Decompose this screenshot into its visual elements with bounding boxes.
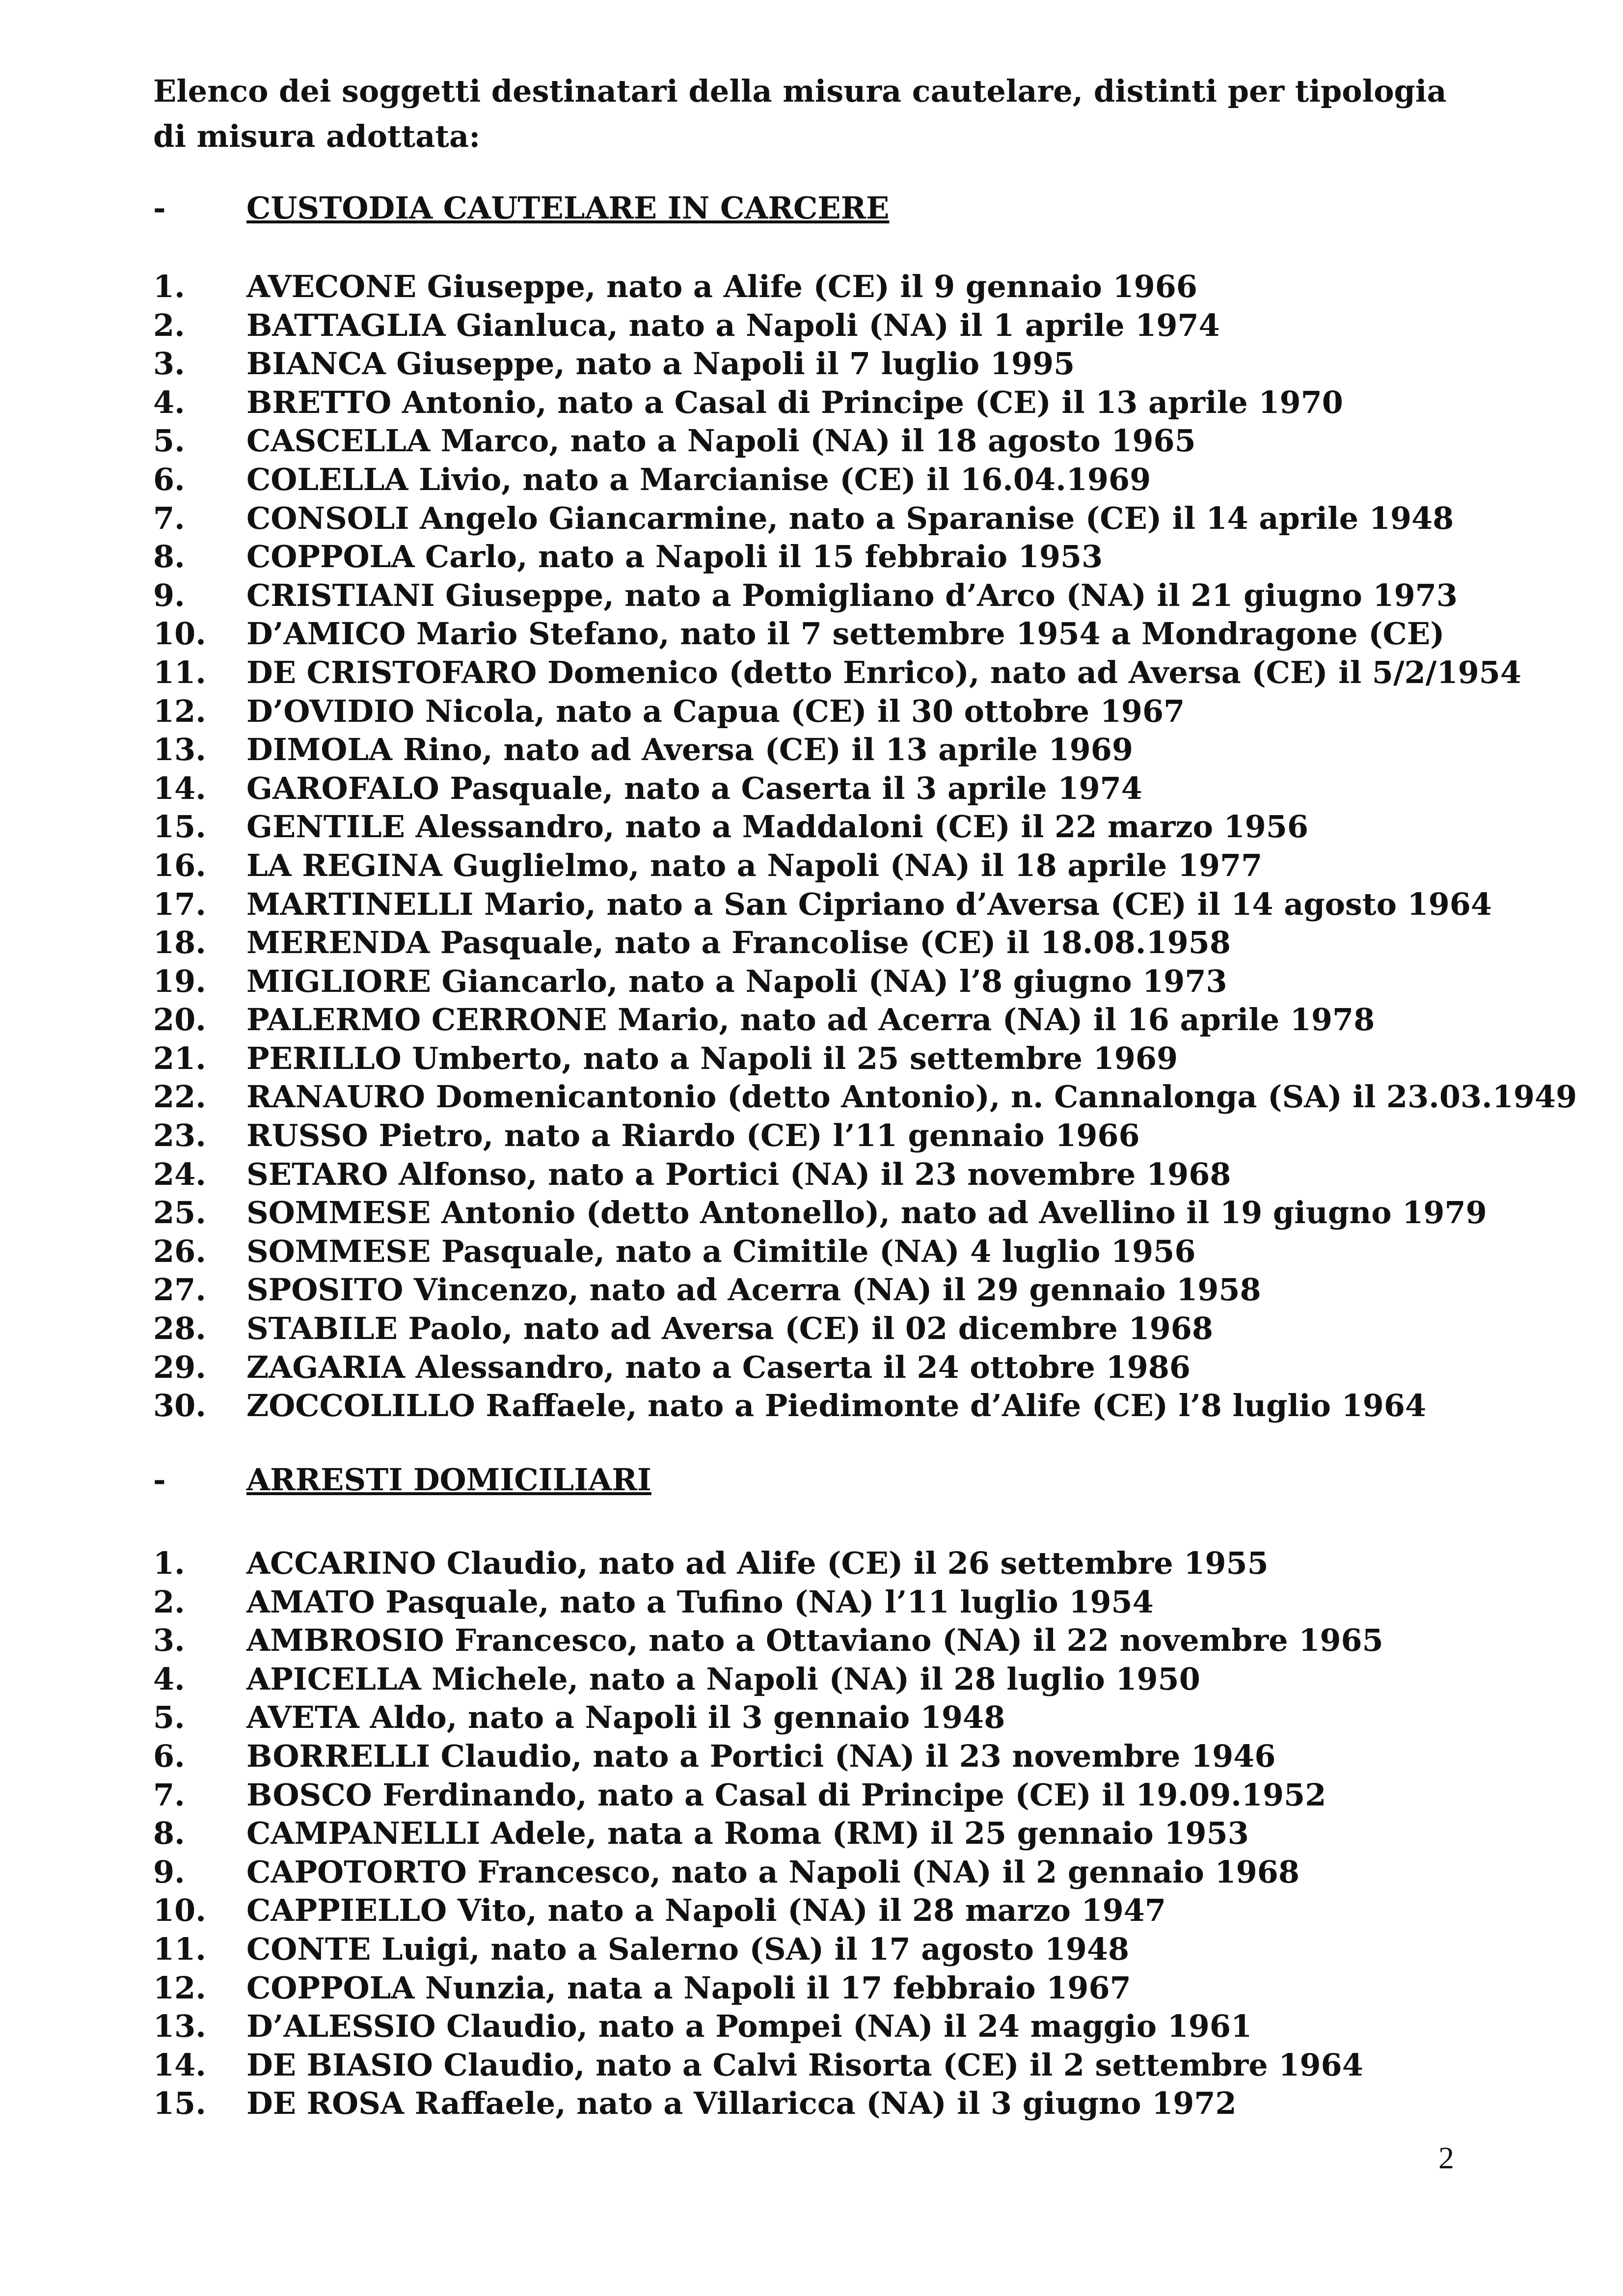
item-number: 21.	[153, 1040, 206, 1076]
item-number: 14.	[153, 2047, 206, 2083]
item-number: 4.	[153, 1661, 185, 1697]
item-text: MIGLIORE Giancarlo, nato a Napoli (NA) l’8 giugno 1973	[246, 963, 1227, 999]
item-text: PALERMO CERRONE Mario, nato ad Acerra (NA) il 16 aprile 1978	[246, 1002, 1375, 1038]
item-number: 7.	[153, 1777, 185, 1813]
item-text: D’ALESSIO Claudio, nato a Pompei (NA) il 24 maggio 1961	[246, 2008, 1252, 2045]
item-text: AMATO Pasquale, nato a Tufino (NA) l’11 luglio 1954	[246, 1584, 1154, 1620]
item-text: SOMMESE Pasquale, nato a Cimitile (NA) 4 luglio 1956	[246, 1233, 1196, 1269]
item-number: 26.	[153, 1233, 206, 1269]
item-text: SETARO Alfonso, nato a Portici (NA) il 23 novembre 1968	[246, 1156, 1231, 1192]
item-number: 14.	[153, 770, 206, 806]
item-text: ACCARINO Claudio, nato ad Alife (CE) il 26 settembre 1955	[246, 1545, 1269, 1581]
item-text: CAMPANELLI Adele, nata a Roma (RM) il 25 gennaio 1953	[246, 1815, 1249, 1852]
intro-paragraph: Elenco dei soggetti destinatari della misura cautelare, distinti per tipologia di misura adottata:	[153, 73, 1447, 154]
item-number: 11.	[153, 1931, 206, 1967]
item-number: 19.	[153, 963, 206, 999]
section-title: CUSTODIA CAUTELARE IN CARCERE	[246, 190, 890, 226]
item-text: BORRELLI Claudio, nato a Portici (NA) il 23 novembre 1946	[246, 1738, 1276, 1774]
item-number: 3.	[153, 1622, 185, 1659]
item-number: 20.	[153, 1002, 206, 1038]
item-text: RUSSO Pietro, nato a Riardo (CE) l’11 gennaio 1966	[246, 1118, 1140, 1154]
item-text: RANAURO Domenicantonio (detto Antonio), n. Cannalonga (SA) il 23.03.1949	[246, 1079, 1577, 1115]
item-text: CONSOLI Angelo Giancarmine, nato a Sparanise (CE) il 14 aprile 1948	[246, 500, 1454, 536]
item-text: DE ROSA Raffaele, nato a Villaricca (NA) il 3 giugno 1972	[246, 2085, 1237, 2122]
item-text: AVECONE Giuseppe, nato a Alife (CE) il 9 gennaio 1966	[246, 269, 1198, 304]
item-text: GAROFALO Pasquale, nato a Caserta il 3 aprile 1974	[246, 770, 1142, 806]
item-text: D’AMICO Mario Stefano, nato il 7 settembre 1954 a Mondragone (CE)	[246, 616, 1445, 652]
item-text: COPPOLA Carlo, nato a Napoli il 15 febbraio 1953	[246, 539, 1103, 575]
item-number: 10.	[153, 616, 206, 652]
item-number: 9.	[153, 1854, 185, 1890]
item-text: ZAGARIA Alessandro, nato a Caserta il 24 ottobre 1986	[246, 1349, 1190, 1385]
item-text: BATTAGLIA Gianluca, nato a Napoli (NA) il 1 aprile 1974	[246, 307, 1220, 343]
item-number: 27.	[153, 1272, 206, 1308]
item-text: CRISTIANI Giuseppe, nato a Pomigliano d’Arco (NA) il 21 giugno 1973	[246, 577, 1458, 613]
item-number: 29.	[153, 1349, 206, 1385]
item-number: 23.	[153, 1118, 206, 1154]
item-text: DIMOLA Rino, nato ad Aversa (CE) il 13 aprile 1969	[246, 732, 1133, 768]
item-text: PERILLO Umberto, nato a Napoli il 25 settembre 1969	[246, 1040, 1178, 1076]
item-text: D’OVIDIO Nicola, nato a Capua (CE) il 30 ottobre 1967	[246, 693, 1185, 729]
item-text: MERENDA Pasquale, nato a Francolise (CE) il 18.08.1958	[246, 925, 1231, 961]
item-number: 15.	[153, 809, 206, 845]
item-number: 10.	[153, 1892, 206, 1929]
item-text: SPOSITO Vincenzo, nato ad Acerra (NA) il 29 gennaio 1958	[246, 1272, 1261, 1308]
item-text: CAPPIELLO Vito, nato a Napoli (NA) il 28 marzo 1947	[246, 1892, 1166, 1929]
item-number: 12.	[153, 693, 206, 729]
item-number: 1.	[153, 269, 185, 304]
section-dash: -	[153, 190, 166, 226]
item-number: 8.	[153, 539, 185, 575]
item-text: AVETA Aldo, nato a Napoli il 3 gennaio 1948	[246, 1699, 1005, 1736]
item-text: AMBROSIO Francesco, nato a Ottaviano (NA) il 22 novembre 1965	[246, 1622, 1383, 1659]
item-text: BRETTO Antonio, nato a Casal di Principe (CE) il 13 aprile 1970	[246, 384, 1343, 420]
item-number: 30.	[153, 1388, 206, 1424]
item-text: CONTE Luigi, nato a Salerno (SA) il 17 agosto 1948	[246, 1931, 1130, 1967]
item-number: 3.	[153, 346, 185, 382]
section-title: ARRESTI DOMICILIARI	[246, 1462, 651, 1498]
item-number: 18.	[153, 925, 206, 961]
item-text: MARTINELLI Mario, nato a San Cipriano d’Aversa (CE) il 14 agosto 1964	[246, 886, 1492, 922]
section-dash: -	[153, 1462, 166, 1498]
item-number: 9.	[153, 577, 185, 613]
item-text: APICELLA Michele, nato a Napoli (NA) il 28 luglio 1950	[246, 1661, 1200, 1697]
item-text: STABILE Paolo, nato ad Aversa (CE) il 02 dicembre 1968	[246, 1311, 1214, 1347]
item-number: 13.	[153, 732, 206, 768]
item-number: 8.	[153, 1815, 185, 1852]
item-text: DE CRISTOFARO Domenico (detto Enrico), nato ad Aversa (CE) il 5/2/1954	[246, 654, 1522, 690]
item-number: 15.	[153, 2085, 206, 2122]
item-number: 12.	[153, 1969, 206, 2006]
item-number: 16.	[153, 847, 206, 883]
item-text: CAPOTORTO Francesco, nato a Napoli (NA) il 2 gennaio 1968	[246, 1854, 1300, 1890]
item-number: 22.	[153, 1079, 206, 1115]
item-text: COPPOLA Nunzia, nata a Napoli il 17 febbraio 1967	[246, 1969, 1131, 2006]
item-text: BOSCO Ferdinando, nato a Casal di Principe (CE) il 19.09.1952	[246, 1777, 1326, 1813]
item-number: 13.	[153, 2008, 206, 2045]
item-text: BIANCA Giuseppe, nato a Napoli il 7 luglio 1995	[246, 346, 1075, 382]
item-number: 2.	[153, 1584, 185, 1620]
item-number: 11.	[153, 654, 206, 690]
item-text: GENTILE Alessandro, nato a Maddaloni (CE) il 22 marzo 1956	[246, 809, 1309, 845]
item-number: 5.	[153, 1699, 185, 1736]
page-number: 2	[1438, 2140, 1454, 2175]
item-number: 6.	[153, 461, 185, 497]
item-number: 2.	[153, 307, 185, 343]
item-number: 28.	[153, 1311, 206, 1347]
item-number: 7.	[153, 500, 185, 536]
item-number: 4.	[153, 384, 185, 420]
item-text: DE BIASIO Claudio, nato a Calvi Risorta (CE) il 2 settembre 1964	[246, 2047, 1363, 2083]
item-text: COLELLA Livio, nato a Marcianise (CE) il 16.04.1969	[246, 461, 1151, 497]
item-text: ZOCCOLILLO Raffaele, nato a Piedimonte d’Alife (CE) l’8 luglio 1964	[246, 1388, 1427, 1424]
item-text: SOMMESE Antonio (detto Antonello), nato ad Avellino il 19 giugno 1979	[246, 1195, 1487, 1231]
item-number: 25.	[153, 1195, 206, 1231]
item-number: 24.	[153, 1156, 206, 1192]
item-number: 6.	[153, 1738, 185, 1774]
item-number: 1.	[153, 1545, 185, 1581]
item-text: LA REGINA Guglielmo, nato a Napoli (NA) il 18 aprile 1977	[246, 847, 1263, 883]
item-number: 17.	[153, 886, 206, 922]
item-text: CASCELLA Marco, nato a Napoli (NA) il 18 agosto 1965	[246, 423, 1196, 459]
item-number: 5.	[153, 423, 185, 459]
